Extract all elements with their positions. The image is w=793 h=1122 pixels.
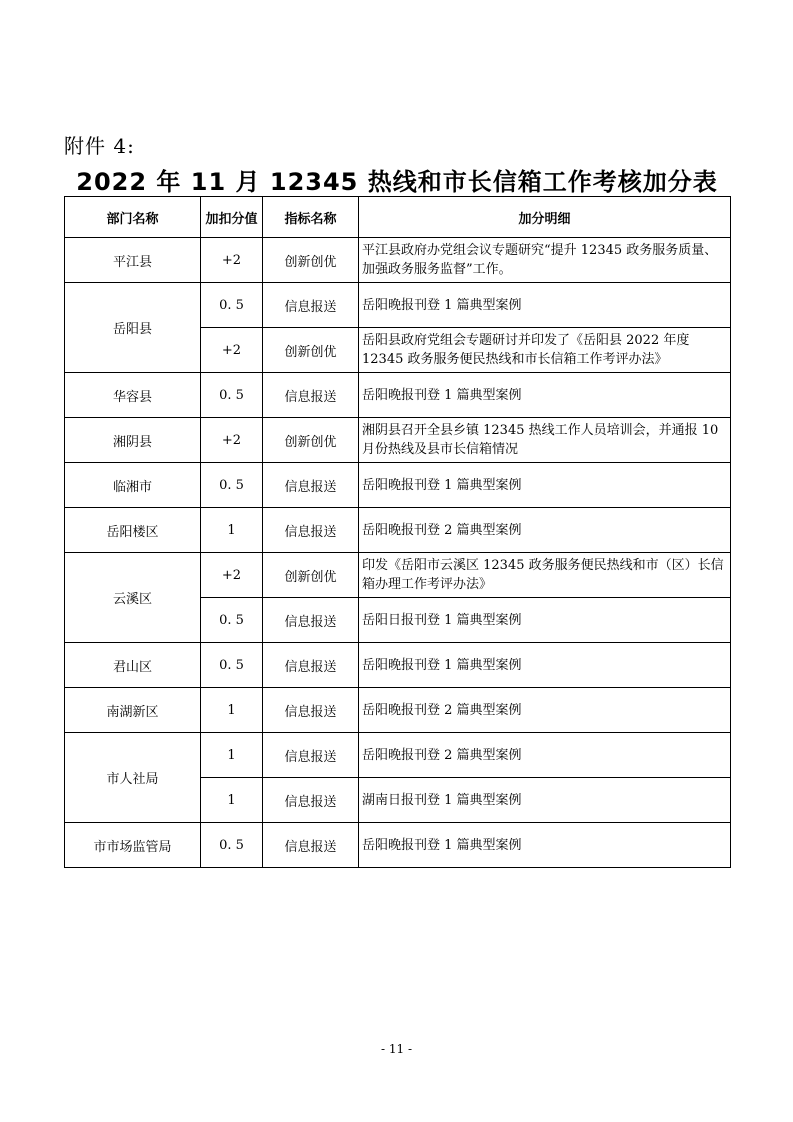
header-dept: 部门名称 bbox=[65, 197, 201, 238]
score-cell: +2 bbox=[201, 328, 263, 373]
score-cell: 0. 5 bbox=[201, 373, 263, 418]
page-number: - 11 - bbox=[380, 1042, 412, 1056]
indicator-cell: 信息报送 bbox=[263, 643, 359, 688]
table-row bbox=[65, 283, 731, 328]
page-title: 2022 年 11 月 12345 热线和市长信箱工作考核加分表 bbox=[76, 168, 718, 196]
indicator-cell: 信息报送 bbox=[263, 283, 359, 328]
indicator-cell: 信息报送 bbox=[263, 733, 359, 778]
score-cell: +2 bbox=[201, 418, 263, 463]
detail-cell: 岳阳县政府党组会专题研讨并印发了《岳阳县 2022 年度 12345 政务服务便民热线和市长信箱工作考评办法》 bbox=[359, 328, 731, 373]
detail-cell: 岳阳晚报刊登 1 篇典型案例 bbox=[359, 283, 731, 328]
table-row bbox=[65, 238, 731, 283]
dept-cell: 岳阳县 bbox=[65, 283, 201, 373]
header-detail: 加分明细 bbox=[359, 197, 731, 238]
detail-cell: 湘阴县召开全县乡镇 12345 热线工作人员培训会，并通报 10 月份热线及县市长信箱情况 bbox=[359, 418, 731, 463]
dept-cell: 湘阴县 bbox=[65, 418, 201, 463]
score-table bbox=[64, 196, 731, 868]
dept-cell: 南湖新区 bbox=[65, 688, 201, 733]
attachment-label: 附件 4: bbox=[64, 134, 135, 158]
table-row bbox=[65, 373, 731, 418]
detail-cell: 岳阳晚报刊登 1 篇典型案例 bbox=[359, 643, 731, 688]
score-cell: 1 bbox=[201, 508, 263, 553]
detail-cell: 岳阳晚报刊登 2 篇典型案例 bbox=[359, 733, 731, 778]
header-indicator: 指标名称 bbox=[263, 197, 359, 238]
indicator-cell: 信息报送 bbox=[263, 508, 359, 553]
table-row bbox=[65, 463, 731, 508]
dept-cell: 君山区 bbox=[65, 643, 201, 688]
score-cell: 0. 5 bbox=[201, 598, 263, 643]
detail-cell: 岳阳晚报刊登 1 篇典型案例 bbox=[359, 463, 731, 508]
detail-cell: 岳阳日报刊登 1 篇典型案例 bbox=[359, 598, 731, 643]
indicator-cell: 创新创优 bbox=[263, 553, 359, 598]
table-row bbox=[65, 733, 731, 778]
score-cell: +2 bbox=[201, 238, 263, 283]
detail-cell: 湖南日报刊登 1 篇典型案例 bbox=[359, 778, 731, 823]
table-row bbox=[65, 643, 731, 688]
header-score: 加扣分值 bbox=[201, 197, 263, 238]
dept-cell: 岳阳楼区 bbox=[65, 508, 201, 553]
indicator-cell: 信息报送 bbox=[263, 823, 359, 868]
detail-cell: 岳阳晚报刊登 2 篇典型案例 bbox=[359, 688, 731, 733]
indicator-cell: 创新创优 bbox=[263, 238, 359, 283]
indicator-cell: 信息报送 bbox=[263, 598, 359, 643]
score-cell: 0. 5 bbox=[201, 643, 263, 688]
indicator-cell: 创新创优 bbox=[263, 328, 359, 373]
score-cell: 1 bbox=[201, 688, 263, 733]
table-row bbox=[65, 553, 731, 598]
detail-cell: 岳阳晚报刊登 2 篇典型案例 bbox=[359, 508, 731, 553]
dept-cell: 华容县 bbox=[65, 373, 201, 418]
score-cell: 1 bbox=[201, 778, 263, 823]
table-row bbox=[65, 508, 731, 553]
score-cell: +2 bbox=[201, 553, 263, 598]
score-cell: 0. 5 bbox=[201, 463, 263, 508]
table-row bbox=[65, 418, 731, 463]
indicator-cell: 信息报送 bbox=[263, 688, 359, 733]
detail-cell: 岳阳晚报刊登 1 篇典型案例 bbox=[359, 823, 731, 868]
indicator-cell: 信息报送 bbox=[263, 463, 359, 508]
dept-cell: 临湘市 bbox=[65, 463, 201, 508]
score-cell: 0. 5 bbox=[201, 823, 263, 868]
score-cell: 1 bbox=[201, 733, 263, 778]
detail-cell: 平江县政府办党组会议专题研究“提升 12345 政务服务质量、加强政务服务监督”工作。 bbox=[359, 238, 731, 283]
table-row bbox=[65, 688, 731, 733]
detail-cell: 岳阳晚报刊登 1 篇典型案例 bbox=[359, 373, 731, 418]
indicator-cell: 创新创优 bbox=[263, 418, 359, 463]
table-row bbox=[65, 823, 731, 868]
dept-cell: 市市场监管局 bbox=[65, 823, 201, 868]
score-cell: 0. 5 bbox=[201, 283, 263, 328]
indicator-cell: 信息报送 bbox=[263, 373, 359, 418]
indicator-cell: 信息报送 bbox=[263, 778, 359, 823]
table-header-row bbox=[65, 197, 731, 238]
dept-cell: 云溪区 bbox=[65, 553, 201, 643]
dept-cell: 市人社局 bbox=[65, 733, 201, 823]
detail-cell: 印发《岳阳市云溪区 12345 政务服务便民热线和市（区）长信箱办理工作考评办法》 bbox=[359, 553, 731, 598]
dept-cell: 平江县 bbox=[65, 238, 201, 283]
